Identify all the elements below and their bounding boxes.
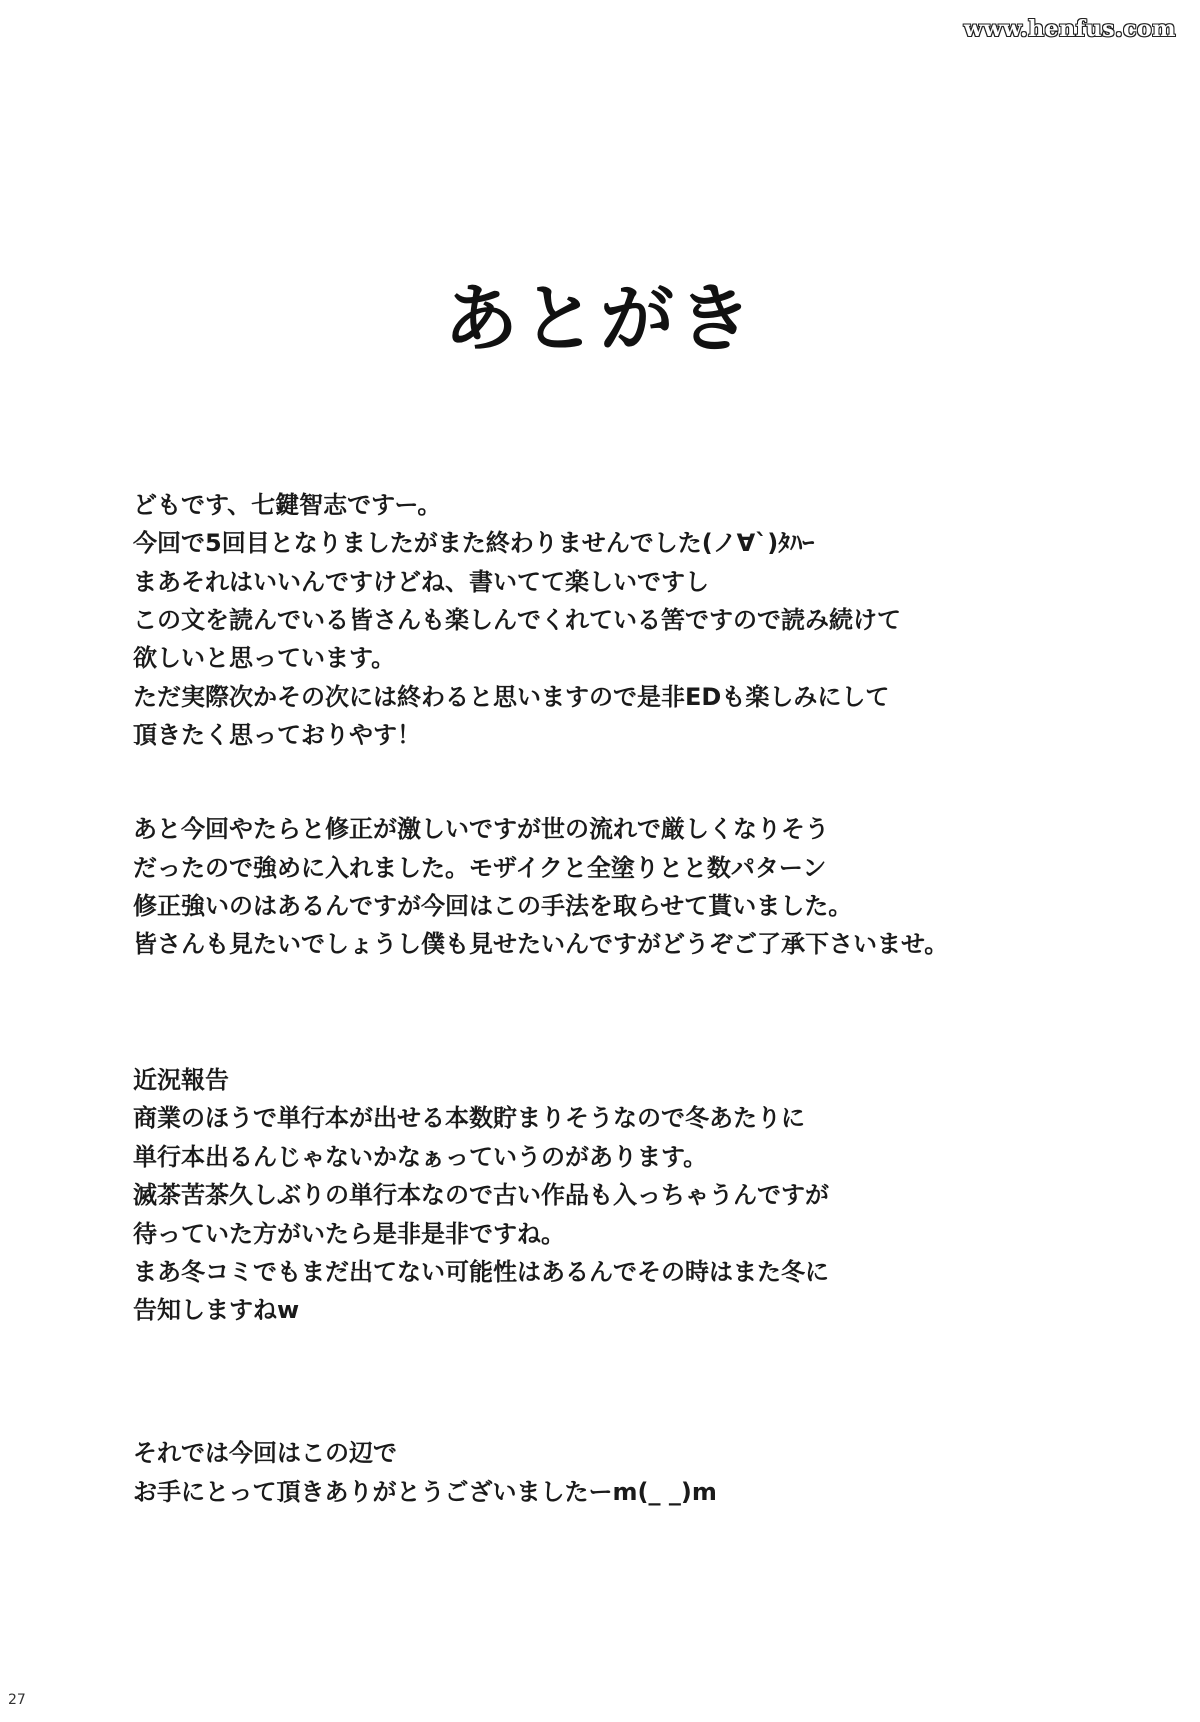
- text-line: ただ実際次かその次には終わると思いますので是非EDも楽しみにして: [133, 683, 890, 711]
- text-line: 修正強いのはあるんですが今回はこの手法を取らせて貰いました。: [133, 892, 853, 920]
- site-watermark: www.henfus.com: [963, 16, 1176, 42]
- text-line: それでは今回はこの辺で: [133, 1439, 397, 1467]
- text-line: 今回で5回目となりましたがまた終わりませんでした(ノ∀`)ﾀﾊｰ: [133, 529, 815, 557]
- text-line: どもです、七鍵智志ですー。: [133, 491, 442, 519]
- text-line: まあそれはいいんですけどね、書いてて楽しいですし: [133, 568, 709, 596]
- text-line: 滅茶苦茶久しぶりの単行本なので古い作品も入っちゃうんですが: [133, 1181, 829, 1209]
- text-line: だったので強めに入れました。モザイクと全塗りとと数パターン: [133, 854, 827, 882]
- text-line: この文を読んでいる皆さんも楽しんでくれている筈ですので読み続けて: [133, 606, 901, 634]
- text-line: 欲しいと思っています。: [133, 644, 396, 672]
- text-line: お手にとって頂きありがとうございましたーm(_ _)m: [133, 1478, 717, 1506]
- text-line: 単行本出るんじゃないかなぁっていうのがあります。: [133, 1143, 708, 1171]
- text-line: 頂きたく思っておりやす！: [133, 721, 421, 749]
- page-number: 27: [8, 1692, 26, 1708]
- text-line: あと今回やたらと修正が激しいですが世の流れで厳しくなりそう: [133, 815, 829, 843]
- text-line: 皆さんも見たいでしょうし僕も見せたいんですがどうぞご了承下さいませ。: [133, 930, 949, 958]
- text-line: 商業のほうで単行本が出せる本数貯まりそうなので冬あたりに: [133, 1104, 805, 1132]
- text-line: 告知しますねw: [133, 1296, 300, 1324]
- text-line: まあ冬コミでもまだ出てない可能性はあるんでその時はまた冬に: [133, 1258, 829, 1286]
- text-line: 待っていた方がいたら是非是非ですね。: [133, 1220, 565, 1248]
- section-heading: 近況報告: [133, 1066, 229, 1094]
- page-title: あとがき: [444, 276, 756, 362]
